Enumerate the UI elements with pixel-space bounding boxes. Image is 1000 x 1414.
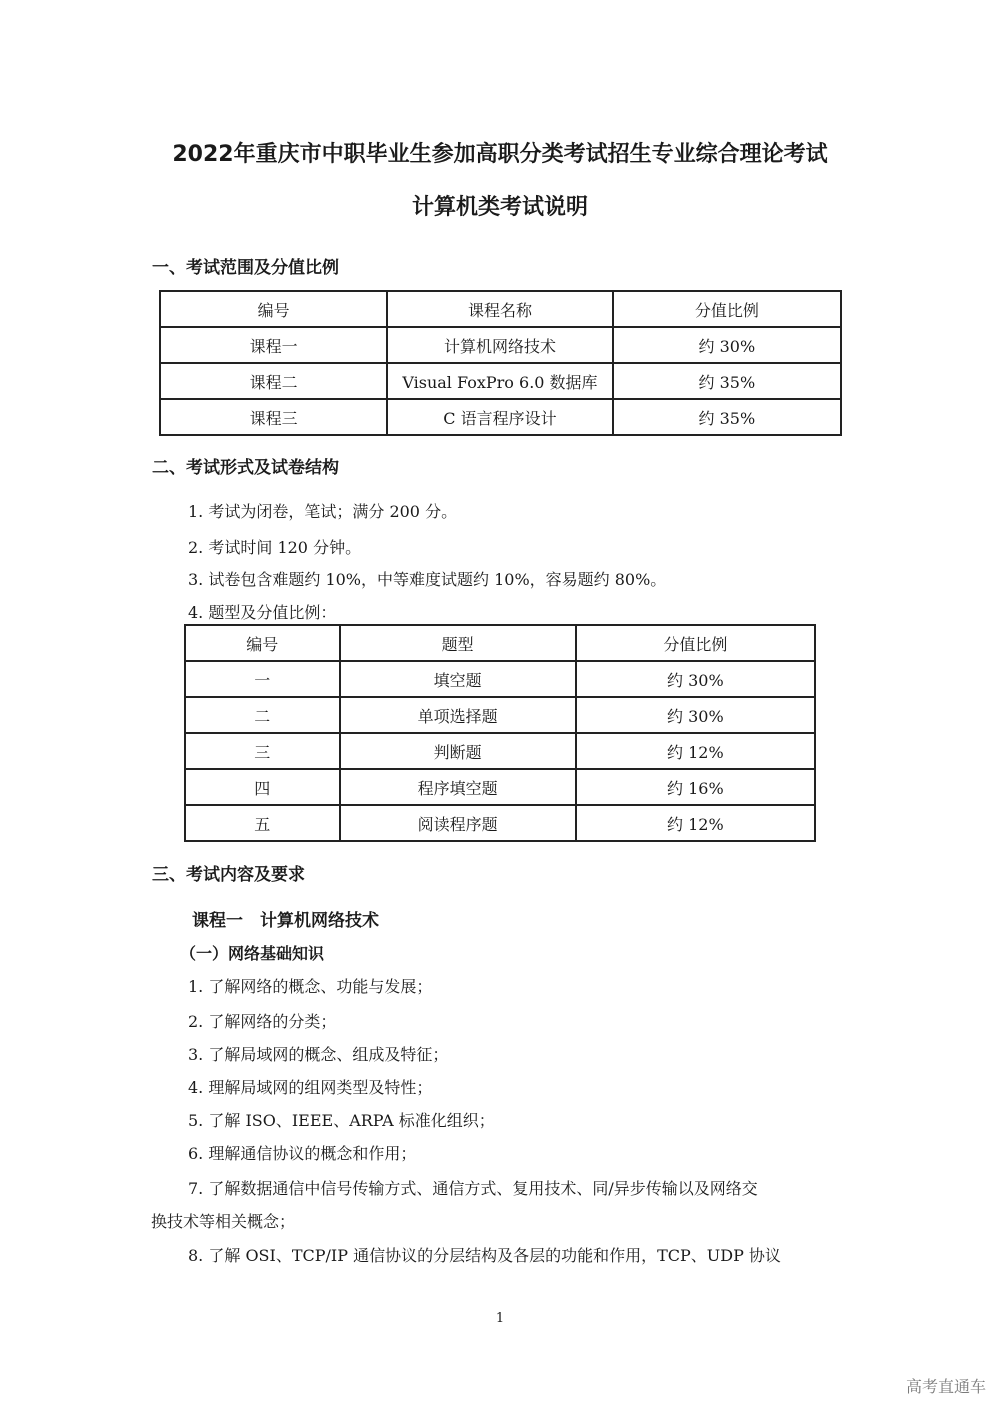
table-cell: 约 16% — [576, 769, 815, 805]
list-item: 5. 了解 ISO、IEEE、ARPA 标准化组织； — [188, 1111, 495, 1130]
table-header-row — [185, 625, 815, 661]
table-row — [160, 327, 841, 363]
table-cell: 阅读程序题 — [340, 805, 576, 841]
list-item: 1. 考试为闭卷，笔试；满分 200 分。 — [188, 502, 458, 521]
table-cell: 五 — [185, 805, 340, 841]
table-header-cell: 课程名称 — [387, 291, 612, 327]
table-cell: 约 35% — [613, 399, 841, 435]
list-item: 2. 考试时间 120 分钟。 — [188, 538, 362, 557]
list-item: 3. 试卷包含难题约 10%，中等难度试题约 10%，容易题约 80%。 — [188, 570, 667, 589]
list-item: 4. 题型及分值比例： — [188, 603, 337, 622]
table-cell: 三 — [185, 733, 340, 769]
list-item: 1. 了解网络的概念、功能与发展； — [188, 977, 433, 996]
list-item: 8. 了解 OSI、TCP/IP 通信协议的分层结构及各层的功能和作用，TCP、UDP 协议 — [188, 1246, 781, 1265]
list-item: 4. 理解局域网的组网类型及特性； — [188, 1078, 433, 1097]
table-cell: 判断题 — [340, 733, 576, 769]
table-header-row — [160, 291, 841, 327]
table-cell: 约 30% — [576, 697, 815, 733]
table-cell: 约 12% — [576, 805, 815, 841]
table-row — [185, 769, 815, 805]
watermark: 高考直通车 — [905, 1377, 986, 1396]
table-header-cell: 分值比例 — [576, 625, 815, 661]
table-header-cell: 题型 — [340, 625, 576, 661]
document-subtitle: 计算机类考试说明 — [411, 195, 588, 220]
table-cell: C 语言程序设计 — [387, 399, 612, 435]
course-heading: 课程一 计算机网络技术 — [192, 911, 379, 931]
table-cell: 约 30% — [576, 661, 815, 697]
document-title: 2022年重庆市中职毕业生参加高职分类考试招生专业综合理论考试 — [172, 142, 828, 167]
list-item: 2. 了解网络的分类； — [188, 1012, 337, 1031]
table-row — [185, 661, 815, 697]
table-cell: 课程一 — [160, 327, 387, 363]
table-cell: 一 — [185, 661, 340, 697]
list-item: 7. 了解数据通信中信号传输方式、通信方式、复用技术、同/异步传输以及网络交 — [188, 1179, 758, 1198]
table-row — [160, 399, 841, 435]
table-row — [160, 363, 841, 399]
sub-heading: （一）网络基础知识 — [180, 944, 325, 963]
table-cell: 约 30% — [613, 327, 841, 363]
table-cell: 单项选择题 — [340, 697, 576, 733]
table-cell: 四 — [185, 769, 340, 805]
table-header-cell: 编号 — [185, 625, 340, 661]
table-cell: 约 12% — [576, 733, 815, 769]
table-cell: 填空题 — [340, 661, 576, 697]
course-table — [159, 290, 842, 436]
page-number: 1 — [495, 1311, 505, 1326]
list-item-continuation: 换技术等相关概念； — [151, 1212, 296, 1231]
question-type-table — [184, 624, 816, 842]
list-item: 6. 理解通信协议的概念和作用； — [188, 1144, 417, 1163]
table-row — [185, 733, 815, 769]
table-cell: 二 — [185, 697, 340, 733]
list-item: 3. 了解局域网的概念、组成及特征； — [188, 1045, 449, 1064]
table-cell: 约 35% — [613, 363, 841, 399]
table-cell: 程序填空题 — [340, 769, 576, 805]
table-cell: 课程三 — [160, 399, 387, 435]
table-header-cell: 编号 — [160, 291, 387, 327]
section3-heading: 三、考试内容及要求 — [152, 865, 305, 885]
table-row — [185, 805, 815, 841]
section2-heading: 二、考试形式及试卷结构 — [152, 458, 339, 478]
table-cell: 课程二 — [160, 363, 387, 399]
table-cell: 计算机网络技术 — [387, 327, 612, 363]
table-row — [185, 697, 815, 733]
table-header-cell: 分值比例 — [613, 291, 841, 327]
table-cell: Visual FoxPro 6.0 数据库 — [387, 363, 612, 399]
section1-heading: 一、考试范围及分值比例 — [152, 258, 339, 278]
